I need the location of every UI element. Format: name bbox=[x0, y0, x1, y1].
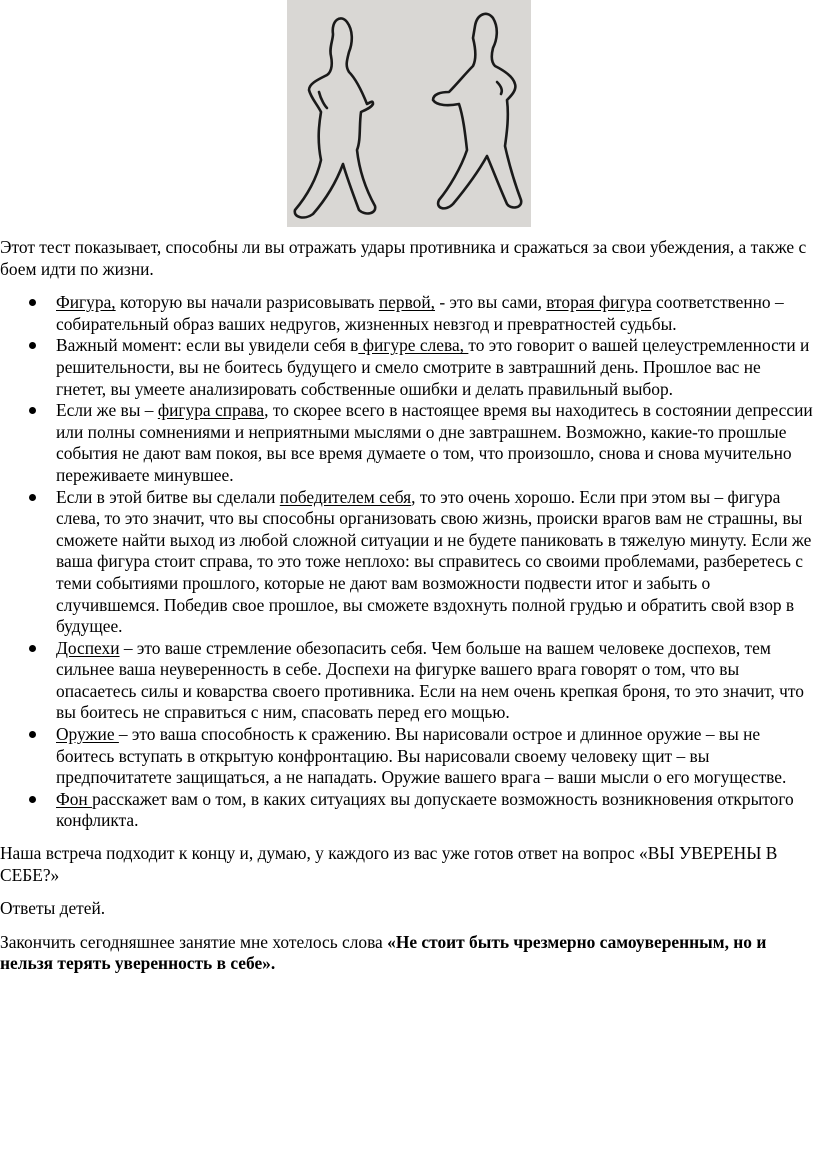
list-item-text: , то это очень хорошо. Если при этом вы – фигура слева, то это значит, что вы способны организовать свою жизнь, происки врагов вам не страшны, вы сможете найти выход из любой сложной ситуации и не будете паниковать в тяжелую минуту. Если же ваша фигура стоит справа, то это тоже неплохо: вы справитесь со своими проблемами, разберетесь с теми событиями прошлого, которые не дают вам возможности подвести итог и забыть о случившемся. Победив свое прошлое, вы сможете вздохнуть полной грудью и обратить свой взор в будущее. bbox=[56, 486, 812, 637]
left-figure-outline bbox=[295, 18, 375, 217]
list-item bbox=[0, 292, 814, 335]
underlined-term: фигуре слева, bbox=[358, 335, 469, 356]
list-item bbox=[0, 335, 814, 400]
list-item-text: Важный момент: если вы увидели себя в bbox=[56, 335, 359, 356]
list-item-text: расскажет вам о том, в каких ситуациях вы допускаете возможность возникновения открытого конфликта. bbox=[56, 788, 794, 831]
list-item bbox=[0, 638, 814, 724]
final-paragraph bbox=[0, 932, 814, 975]
underlined-term: фигура справа bbox=[157, 400, 265, 421]
figure-outline-drawing bbox=[287, 0, 531, 227]
list-item-text: Если в этой битве вы сделали bbox=[56, 486, 280, 507]
list-item-text: соответственно – собирательный образ ваших недругов, жизненных невзгод и превратностей судьбы. bbox=[56, 292, 784, 334]
interpretation-list bbox=[0, 292, 814, 832]
closing-paragraph: Наша встреча подходит к концу и, думаю, у каждого из вас уже готов ответ на вопрос «ВЫ УВЕРЕНЫ В СЕБЕ?» bbox=[0, 843, 778, 885]
list-item bbox=[0, 724, 814, 789]
underlined-term: первой, bbox=[378, 292, 436, 313]
two-figures-illustration bbox=[287, 0, 531, 227]
list-item bbox=[0, 789, 814, 832]
list-item-text: – это ваше стремление обезопасить себя. Чем больше на вашем человеке доспехов, тем сильнее ваша неуверенность в себе. Доспехи на фигурке вашего врага говорят о том, что вы опасаетесь силы и коварства своего противника. Если на нем очень крепкая броня, то это значит, что вы боитесь не справиться с ним, спасовать перед его мощью. bbox=[56, 637, 804, 723]
underlined-term: Доспехи bbox=[56, 637, 120, 658]
list-item-text: – это ваша способность к сражению. Вы нарисовали острое и длинное оружие – вы не боитесь вступать в открытую конфронтацию. Вы нарисовали своему человеку щит – вы предпочитатете защищаться, а не нападать. Оружие вашего врага – ваши мысли о его могуществе. bbox=[56, 724, 787, 788]
underlined-term: Фигура, bbox=[56, 292, 116, 313]
underlined-term: победителем себя bbox=[279, 486, 412, 507]
underlined-term: вторая фигура bbox=[546, 292, 652, 313]
list-item-text: то это говорит о вашей целеустремленности и решительности, вы не боитесь будущего и смело смотрите в завтрашний день. Прошлое вас не гнетет, вы умеете анализировать собственные ошибки и делать правильный выбор. bbox=[56, 335, 810, 399]
underlined-term: Оружие bbox=[56, 724, 119, 745]
list-item-text: Если же вы – bbox=[56, 400, 158, 421]
intro-paragraph: Этот тест показывает, способны ли вы отражать удары противника и сражаться за свои убеждения, а также с боем идти по жизни. bbox=[0, 237, 807, 279]
underlined-term: Фон bbox=[56, 788, 93, 809]
document-body bbox=[0, 237, 814, 987]
list-item bbox=[0, 400, 814, 486]
list-item bbox=[0, 487, 814, 638]
final-bold-quote: «Не стоит быть чрезмерно самоуверенным, но и нельзя терять уверенность в себе». bbox=[0, 931, 767, 974]
final-plain-text: Закончить сегодняшнее занятие мне хотелось слова bbox=[0, 931, 388, 952]
right-figure-outline bbox=[433, 14, 521, 209]
list-item-text: - это вы сами, bbox=[435, 292, 547, 313]
list-item-text: которую вы начали разрисовывать bbox=[115, 292, 379, 313]
answers-paragraph: Ответы детей. bbox=[0, 898, 106, 919]
list-item-text: , то скорее всего в настоящее время вы находитесь в состоянии депрессии или полны сомнениями и неприятными мыслями о дне завтрашнем. Возможно, какие-то прошлые события не дают вам покоя, вы все время думаете о том, что произошло, снова и снова мучительно переживаете минувшее. bbox=[56, 400, 813, 485]
